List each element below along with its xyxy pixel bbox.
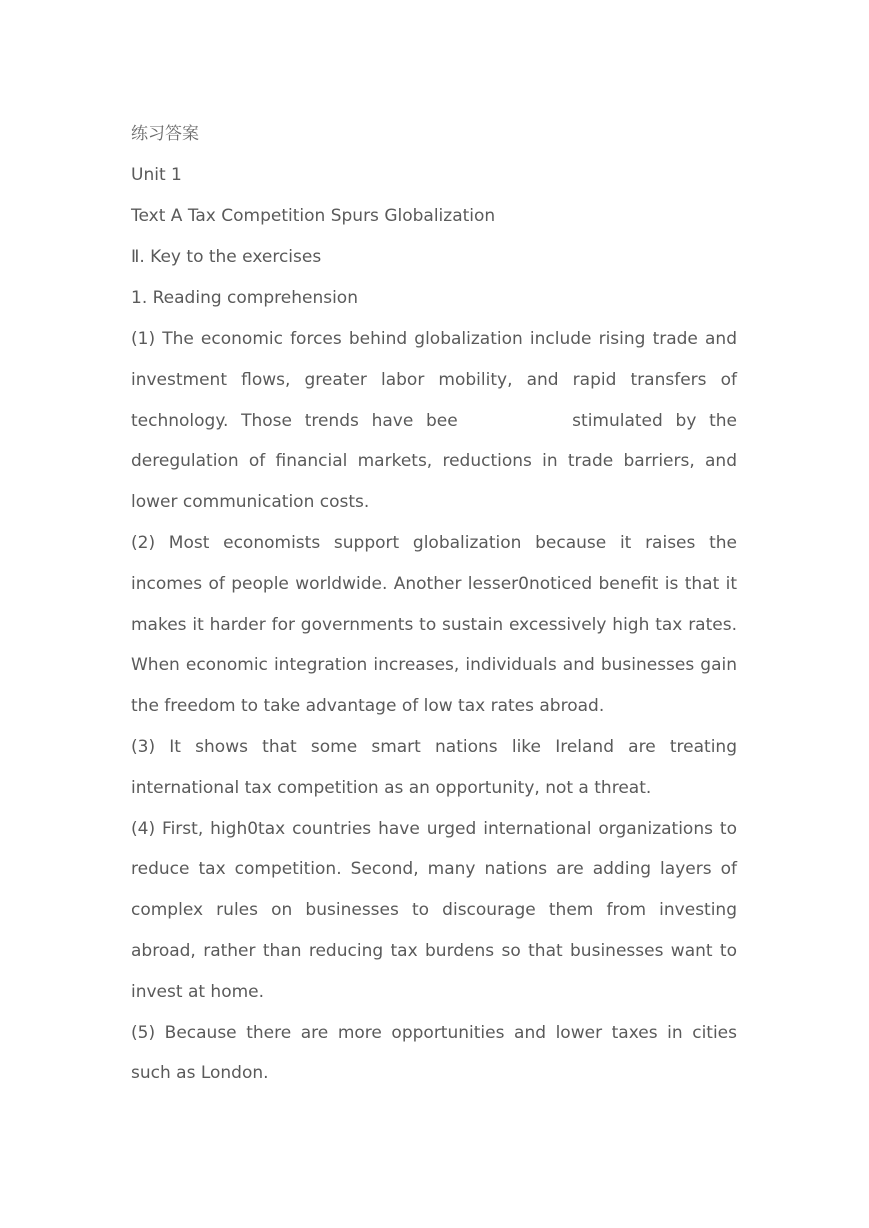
text-title: Text A Tax Competition Spurs Globalization xyxy=(131,206,496,226)
answer-2: (2) Most economists support globalization because it raises the incomes of people worldwide. Another lesser0noticed benefit is that it makes it harder for governments to sustain excessively high tax rates. When economic integration increases, individuals and businesses gain the freedom to take advantage of low tax rates abroad. xyxy=(131,532,737,717)
answer-4: (4) First, high0tax countries have urged international organizations to reduce tax competition. Second, many nations are adding layers of complex rules on businesses to discourage them from investing abroad, rather than reducing tax burdens so that businesses want to invest at home. xyxy=(131,818,737,1002)
section-heading: Ⅱ. Key to the exercises xyxy=(131,247,322,267)
subsection-heading: 1. Reading comprehension xyxy=(131,288,358,308)
answer-3: (3) It shows that some smart nations like Ireland are treating international tax competition as an opportunity, not a threat. xyxy=(131,736,737,798)
exercise-answers-heading: 练习答案 xyxy=(131,124,199,144)
answer-5: (5) Because there are more opportunities and lower taxes in cities such as London. xyxy=(131,1022,737,1084)
unit-heading: Unit 1 xyxy=(131,165,182,185)
document-page xyxy=(131,114,743,1094)
answer-1: (1) The economic forces behind globalization include rising trade and investment flows, greater labor mobility, and rapid transfers of technology. Those trends have bee stimulated by the deregulation of financial markets, reductions in trade barriers, and lower communication costs. xyxy=(131,329,743,513)
